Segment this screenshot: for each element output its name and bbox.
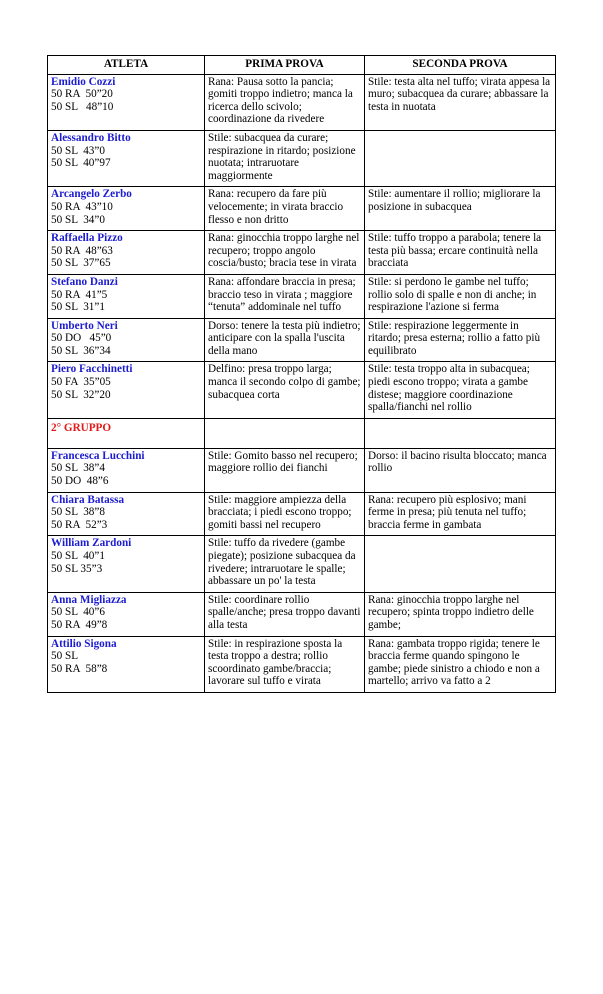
second-test-notes: Stile: tuffo troppo a parabola; tenere la testa più bassa; ercare continuità nella bracciata	[365, 231, 556, 275]
athlete-row	[48, 492, 556, 536]
first-test-notes: Rana: ginocchia troppo larghe nel recupero; troppo angolo coscia/busto; bracia tese in virata	[205, 231, 365, 275]
header-row	[48, 56, 556, 75]
athlete-time: 50 RA 49”8	[51, 618, 108, 631]
athlete-time: 50 SL 31”1	[51, 301, 105, 314]
second-test-notes: Rana: gambata troppo rigida; tenere le braccia ferme quando spingono le gambe; piede sinistro a chiodo e non a martello; arrivo va fatto a 2	[365, 636, 556, 692]
athlete-name: Stefano Danzi	[51, 275, 118, 288]
athlete-time: 50 SL 40”6	[51, 606, 105, 619]
first-test-notes: Stile: Gomito basso nel recupero; maggiore rollio dei fianchi	[205, 448, 365, 492]
athlete-cell	[48, 492, 205, 536]
athlete-time: 50 FA 35”05	[51, 376, 111, 389]
athlete-cell	[48, 231, 205, 275]
athlete-row	[48, 362, 556, 418]
results-body	[48, 74, 556, 692]
athlete-row	[48, 536, 556, 592]
athlete-name: Chiara Batassa	[51, 493, 125, 506]
athlete-row	[48, 74, 556, 130]
athlete-cell	[48, 636, 205, 692]
group-header-row	[48, 418, 556, 448]
athlete-time: 50 SL 35”3	[51, 562, 103, 575]
first-test-notes: Rana: Pausa sotto la pancia; gomiti troppo indietro; manca la ricerca dello scivolo; coordinazione da rivedere	[205, 74, 365, 130]
group-label: 2° GRUPPO	[51, 421, 112, 434]
header-second-test: SECONDA PROVA	[365, 56, 556, 75]
first-test-notes: Stile: coordinare rollio spalle/anche; presa troppo davanti alla testa	[205, 592, 365, 636]
header-athlete: ATLETA	[48, 56, 205, 75]
athlete-name: Anna Migliazza	[51, 593, 127, 606]
athlete-name: Arcangelo Zerbo	[51, 188, 132, 201]
athlete-row	[48, 130, 556, 186]
athlete-name: William Zardoni	[51, 537, 132, 550]
athlete-name: Emidio Cozzi	[51, 75, 116, 88]
athlete-row	[48, 318, 556, 362]
athlete-time: 50 RA 41”5	[51, 288, 108, 301]
athlete-name: Umberto Neri	[51, 319, 118, 332]
athlete-row	[48, 274, 556, 318]
athlete-time: 50 SL 48”10	[51, 100, 114, 113]
athlete-row	[48, 448, 556, 492]
first-test-notes: Rana: recupero da fare più velocemente; in virata braccio flesso e non dritto	[205, 187, 365, 231]
second-test-notes: Dorso: il bacino risulta bloccato; manca rollio	[365, 448, 556, 492]
athlete-cell	[48, 362, 205, 418]
athlete-time: 50 RA 52”3	[51, 518, 108, 531]
second-test-notes	[365, 536, 556, 592]
athlete-time: 50 SL 34”0	[51, 213, 105, 226]
athlete-time: 50 RA 50”20	[51, 88, 113, 101]
athlete-cell	[48, 74, 205, 130]
athlete-time: 50 DO 48”6	[51, 475, 109, 488]
empty-cell	[205, 418, 365, 448]
athlete-row	[48, 187, 556, 231]
athlete-cell	[48, 536, 205, 592]
athlete-name: Raffaella Pizzo	[51, 232, 123, 245]
first-test-notes: Rana: affondare braccia in presa; braccio teso in virata ; maggiore “tenuta” addominale nel tuffo	[205, 274, 365, 318]
athlete-name: Francesca Lucchini	[51, 449, 145, 462]
second-test-notes: Rana: ginocchia troppo larghe nel recupero; spinta troppo indietro delle gambe;	[365, 592, 556, 636]
athlete-time: 50 SL 37”65	[51, 257, 111, 270]
athlete-cell	[48, 448, 205, 492]
athlete-time: 50 SL 40”1	[51, 550, 105, 562]
athlete-time: 50 SL 38”4	[51, 462, 105, 475]
first-test-notes: Stile: subacquea da curare; respirazione in ritardo; posizione nuotata; intraruotare maggiormente	[205, 130, 365, 186]
first-test-notes: Stile: in respirazione sposta la testa troppo a destra; rollio scoordinato gambe/braccia; lavorare sul tuffo e virata	[205, 636, 365, 692]
athlete-name: Alessandro Bitto	[51, 131, 131, 144]
athlete-row	[48, 636, 556, 692]
athlete-cell	[48, 274, 205, 318]
header-first-test: PRIMA PROVA	[205, 56, 365, 75]
athlete-time: 50 SL	[51, 650, 79, 663]
second-test-notes: Stile: si perdono le gambe nel tuffo; rollio solo di spalle e non di anche; in respirazione l'azione si ferma	[365, 274, 556, 318]
results-sheet	[47, 55, 555, 693]
athlete-cell	[48, 592, 205, 636]
first-test-notes: Stile: maggiore ampiezza della bracciata; i piedi escono troppo; gomiti bassi nel recupero	[205, 492, 365, 536]
athlete-time: 50 SL 36”34	[51, 344, 111, 357]
athlete-time: 50 SL 40”97	[51, 157, 111, 170]
first-test-notes: Delfino: presa troppo larga; manca il secondo colpo di gambe; subacquea corta	[205, 362, 365, 418]
empty-cell	[365, 418, 556, 448]
athlete-name: Attilio Sigona	[51, 637, 117, 650]
athlete-time: 50 DO 45”0	[51, 332, 112, 345]
second-test-notes: Stile: respirazione leggermente in ritardo; presa esterna; rollio a fatto più equilibrato	[365, 318, 556, 362]
athlete-time: 50 RA 43”10	[51, 200, 113, 213]
athlete-time: 50 SL 32”20	[51, 388, 111, 401]
athlete-cell	[48, 187, 205, 231]
results-table	[47, 55, 556, 693]
second-test-notes: Stile: testa alta nel tuffo; virata appesa la muro; subacquea da curare; abbassare la testa in nuotata	[365, 74, 556, 130]
athlete-row	[48, 231, 556, 275]
athlete-time: 50 RA 48”63	[51, 244, 113, 257]
athlete-time: 50 SL 43”0	[51, 144, 105, 157]
athlete-cell	[48, 318, 205, 362]
first-test-notes: Stile: tuffo da rivedere (gambe piegate); posizione subacquea da rivedere; intraruotare le spalle; abbassare un po' la testa	[205, 536, 365, 592]
athlete-time: 50 RA 58”8	[51, 662, 108, 675]
first-test-notes: Dorso: tenere la testa più indietro; anticipare con la spalla l'uscita della mano	[205, 318, 365, 362]
second-test-notes	[365, 130, 556, 186]
group-label-cell	[48, 418, 205, 448]
second-test-notes: Stile: testa troppo alta in subacquea; piedi escono troppo; virata a gambe distese; maggiore coordinazione spalla/fianchi nel rollio	[365, 362, 556, 418]
athlete-name: Piero Facchinetti	[51, 363, 133, 376]
second-test-notes: Rana: recupero più esplosivo; mani ferme in presa; più tenuta nel tuffo; braccia ferme in gambata	[365, 492, 556, 536]
athlete-cell	[48, 130, 205, 186]
athlete-row	[48, 592, 556, 636]
athlete-time: 50 SL 38”8	[51, 506, 105, 519]
second-test-notes: Stile: aumentare il rollio; migliorare la posizione in subacquea	[365, 187, 556, 231]
